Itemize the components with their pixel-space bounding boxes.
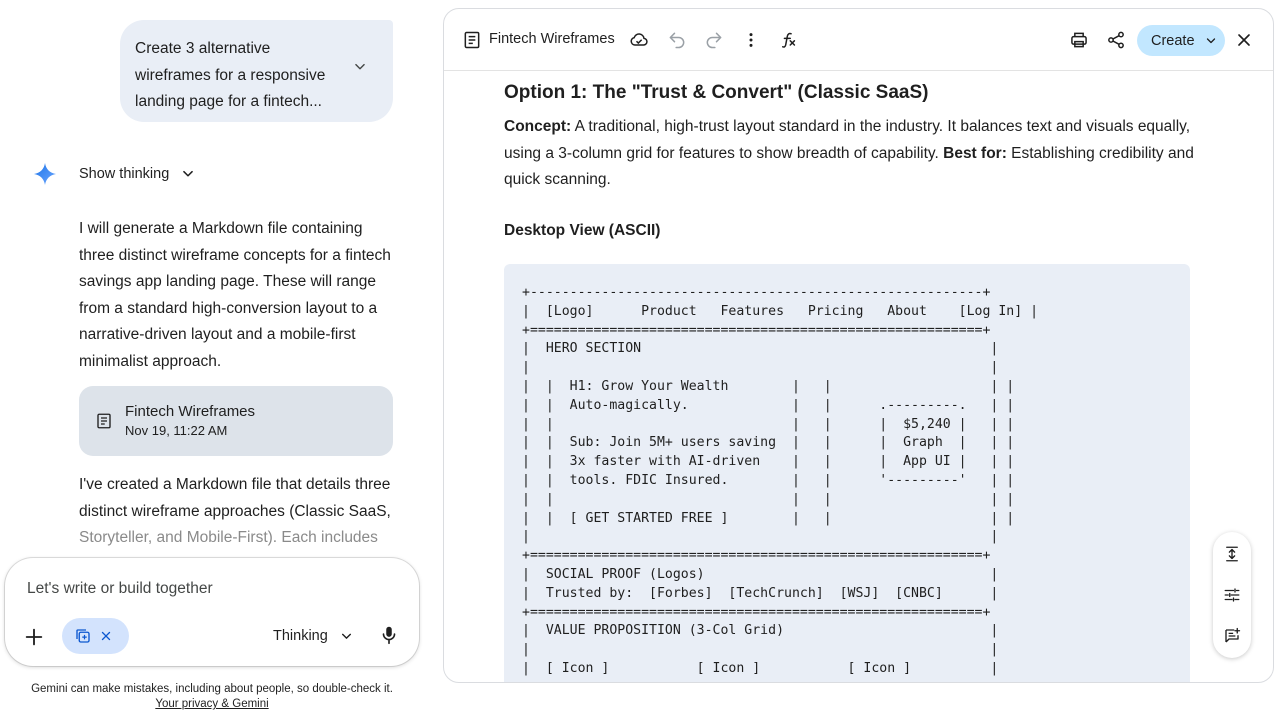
side-tools [1213, 532, 1251, 658]
chat-panel [0, 0, 430, 721]
user-message-text: Create 3 alternative wireframes for a responsive landing page for a fintech... [135, 40, 326, 110]
mode-label: Thinking [273, 628, 328, 644]
section-heading: Option 1: The "Trust & Convert" (Classic SaaS) [504, 82, 929, 103]
create-button[interactable] [1137, 25, 1225, 56]
canvas-tool-icon [74, 627, 92, 645]
chevron-down-icon [340, 630, 353, 643]
undo-icon[interactable] [667, 30, 687, 50]
disclaimer [0, 682, 424, 712]
document-body [504, 81, 1204, 241]
response-followup-text: I've created a Markdown file that details three distinct wireframe approaches (Classic SaaS, [79, 476, 391, 520]
user-message-bubble[interactable] [120, 20, 393, 122]
prompt-input[interactable]: Let's write or build together [27, 580, 213, 597]
canvas-title[interactable]: Fintech Wireframes [489, 31, 615, 47]
response-intro: I will generate a Markdown file containing three distinct wireframe concepts for a fintech savings app landing page. These will range from a standard high-conversion layout to a narrative-driven layout and a mobile-first minimalist approach. [79, 220, 391, 370]
subsection-heading: Desktop View (ASCII) [504, 221, 661, 239]
mode-selector[interactable] [273, 624, 353, 648]
response-followup-faded: Storyteller, and Mobile-First). Each includes [79, 529, 378, 546]
canvas-tool-chip[interactable] [62, 618, 129, 654]
function-icon[interactable] [779, 30, 799, 50]
share-icon[interactable] [1106, 30, 1126, 50]
plus-icon[interactable] [23, 626, 45, 648]
create-button-label: Create [1151, 32, 1195, 49]
concept-paragraph [504, 114, 1204, 194]
show-thinking-label: Show thinking [79, 166, 170, 182]
tune-icon[interactable] [1223, 586, 1241, 604]
close-icon[interactable] [100, 630, 112, 642]
print-icon[interactable] [1069, 30, 1089, 50]
document-icon [95, 412, 113, 430]
document-icon [462, 30, 482, 50]
file-card-title: Fintech Wireframes [125, 403, 256, 420]
concept-text: A traditional, high-trust layout standard in the industry. It balances text and visuals equally, using a 3-column grid for features to show breadth of capability. [504, 118, 1191, 162]
file-card[interactable] [79, 386, 393, 456]
chevron-down-icon [1205, 35, 1217, 47]
show-thinking-toggle[interactable] [33, 162, 195, 186]
concept-label: Concept: [504, 118, 572, 135]
code-block [504, 264, 1190, 683]
ascii-wireframe: +---------------------------------------------------------+ | [Logo] Product Features Pricing About [Log In] | +=========================================================+ | HERO SECTION | | | | | H1: Grow Your Wealth | | | | | | Auto-magically. | | .---------. | | | | | | | $5,240 | | | | | Sub: Join 5M+ users saving | | | Graph | | | | | 3x faster with AI-driven | | | App UI | | | | | tools. FDIC Insured. | | '---------' | | | | | | | | | | [ GET STARTED FREE ] | | | | | | +=========================================================+ | SOCIAL PROOF (Logos) | | Trusted by: [Forbes] [TechCrunch] [WSJ] [CNBC] | +=========================================================+ | VALUE PROPOSITION (3-Col Grid) | | | | [ Icon ] [ Icon ] [ Icon ] | [522, 285, 1039, 676]
best-for-label: Best for: [943, 144, 1007, 162]
close-icon[interactable] [1234, 30, 1254, 50]
gemini-spark-icon [33, 162, 57, 186]
disclaimer-text: Gemini can make mistakes, including about people, so double-check it. [31, 683, 393, 695]
response-followup [79, 472, 399, 552]
vertical-expand-icon[interactable] [1223, 545, 1241, 563]
chevron-down-icon[interactable] [353, 60, 367, 74]
canvas-panel [443, 8, 1274, 683]
privacy-link[interactable]: Your privacy & Gemini [155, 698, 269, 710]
add-comment-icon[interactable] [1223, 627, 1241, 645]
file-card-date: Nov 19, 11:22 AM [125, 423, 228, 438]
redo-icon[interactable] [704, 30, 724, 50]
more-vert-icon[interactable] [741, 30, 761, 50]
microphone-icon[interactable] [378, 624, 400, 646]
canvas-toolbar [444, 9, 1273, 71]
best-for-text: Establishing credibility and quick scanning. [504, 144, 1194, 188]
prompt-input-box[interactable] [5, 558, 419, 666]
cloud-saved-icon[interactable] [629, 30, 649, 50]
chevron-down-icon [181, 167, 195, 181]
